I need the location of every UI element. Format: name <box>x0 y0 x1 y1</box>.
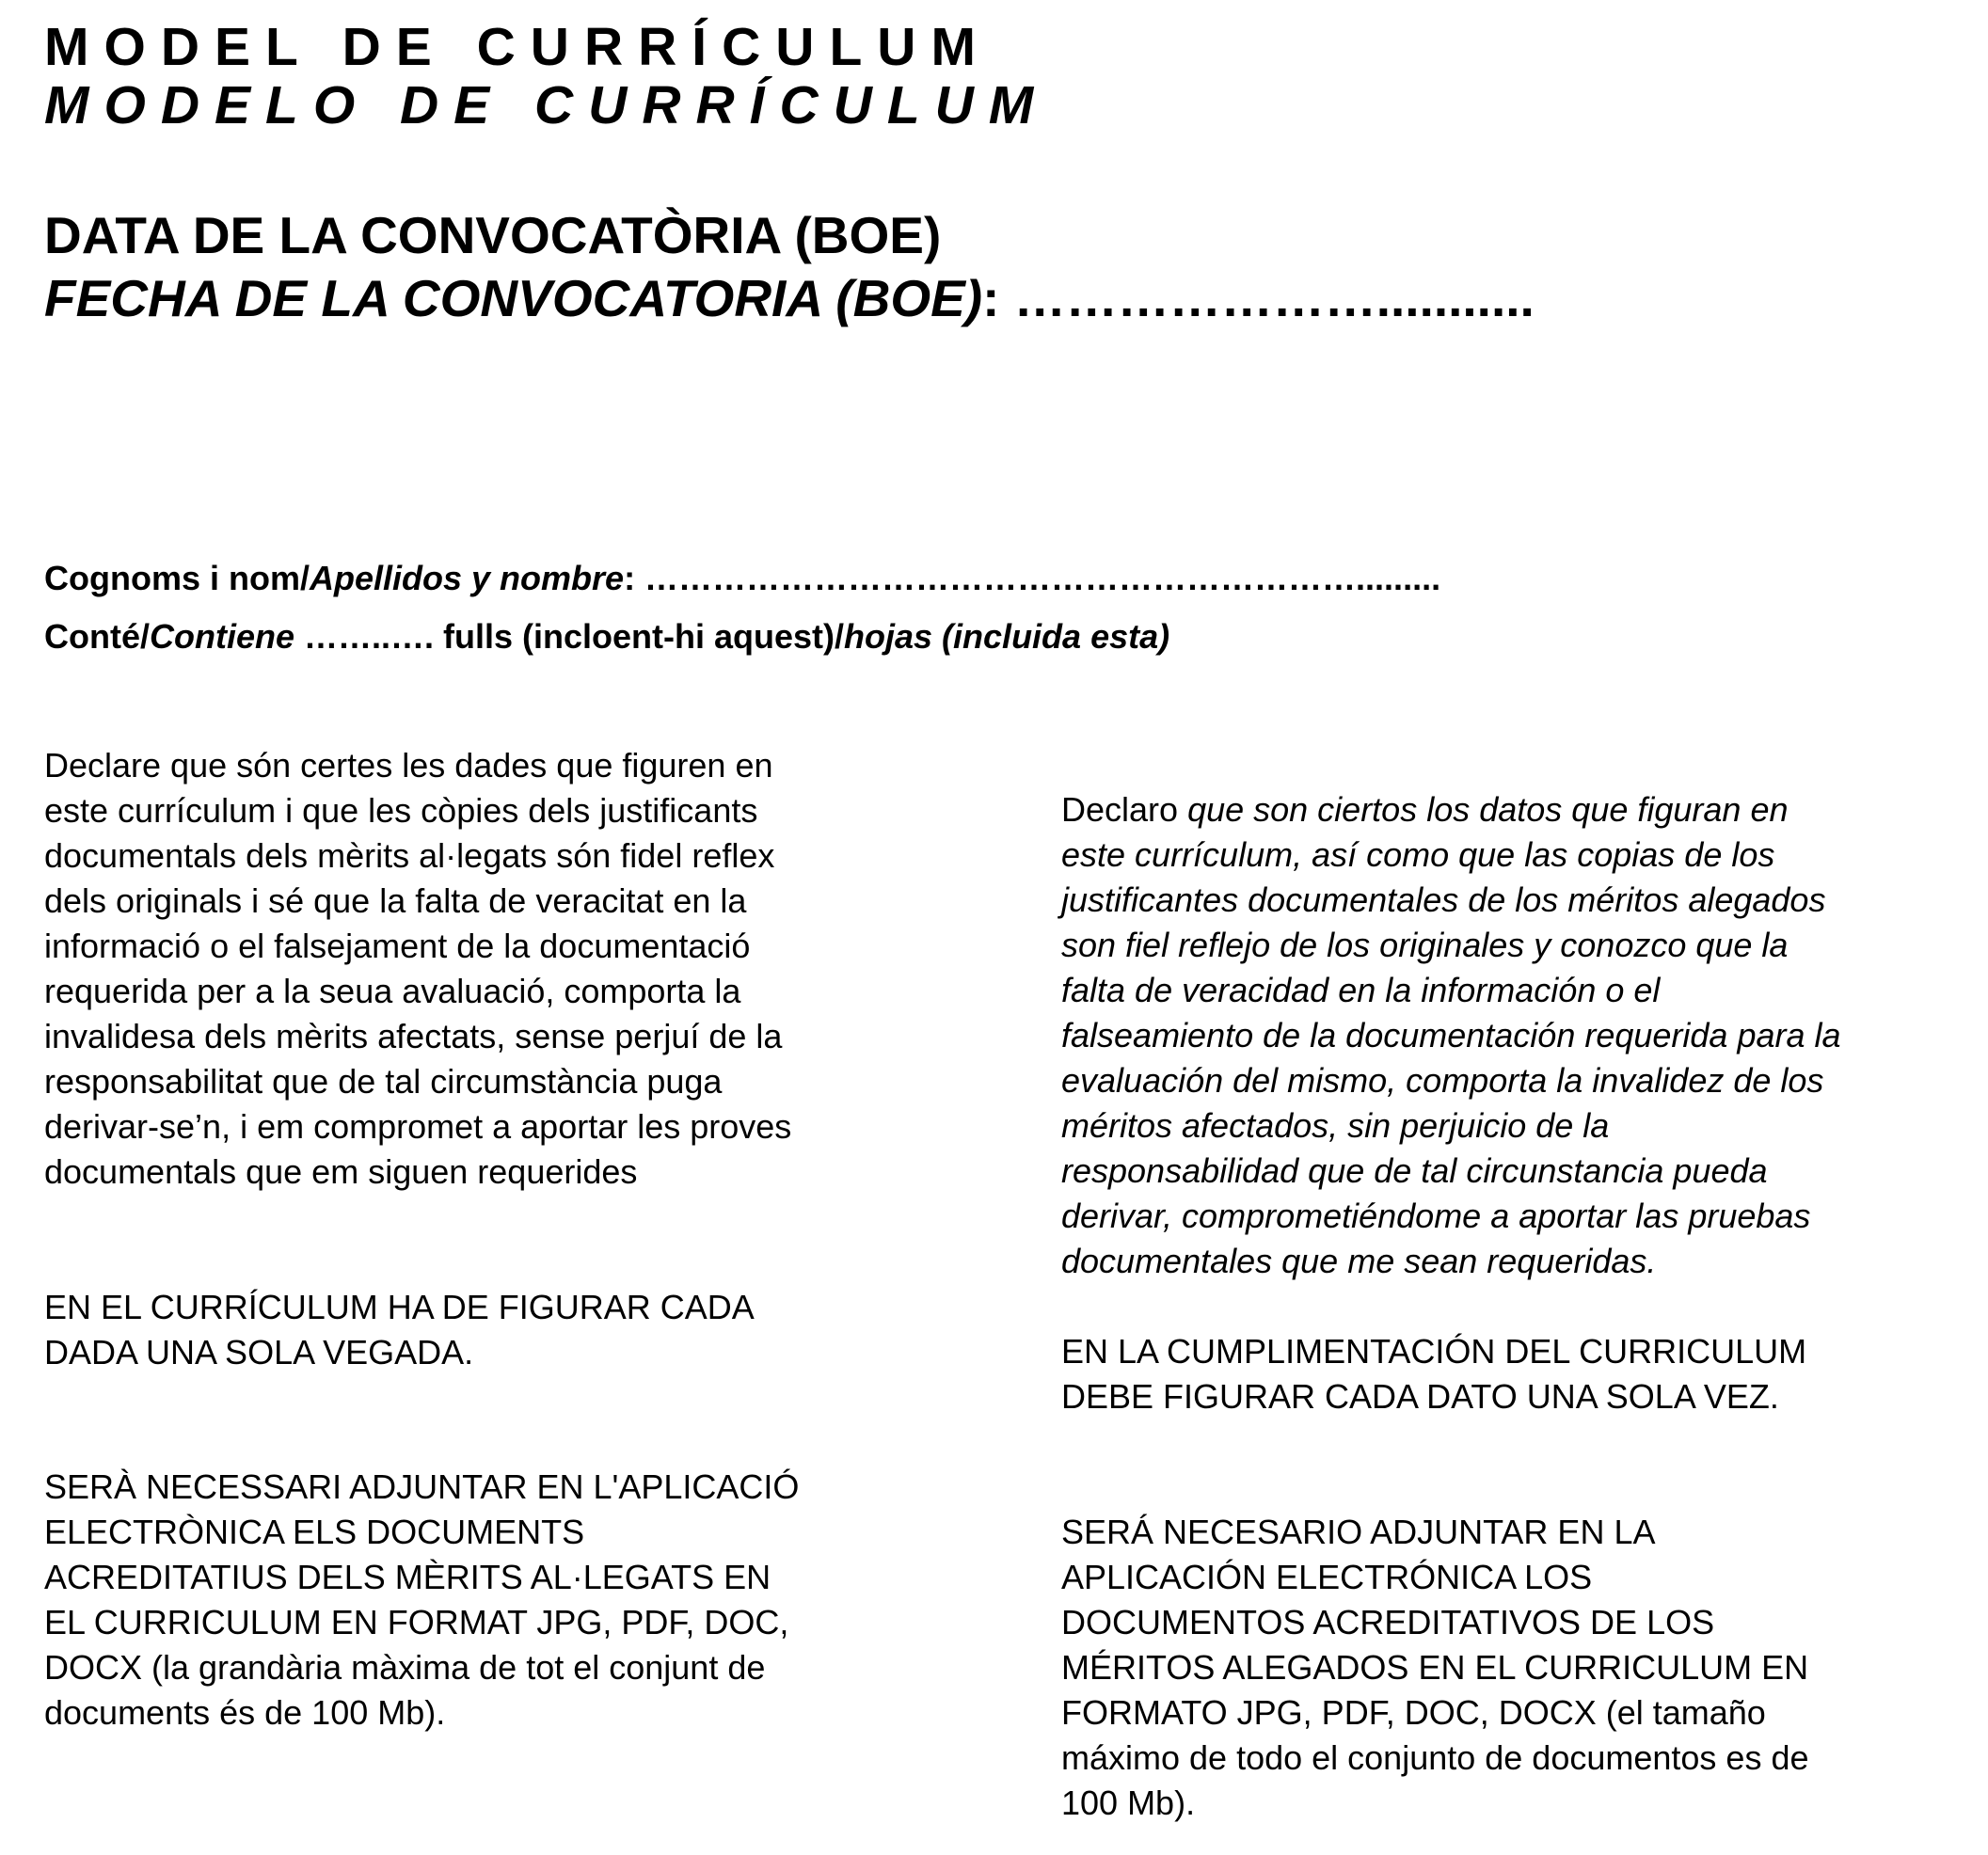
declaration-spanish-lead: Declaro <box>1061 790 1179 829</box>
name-label-catalan: Cognoms i nom/ <box>44 559 310 597</box>
declaration-spanish <box>1061 787 1964 1284</box>
boe-date-line-spanish <box>44 269 1535 327</box>
once-notice-catalan: EN EL CURRÍCULUM HA DE FIGURAR CADA DADA UNA SOLA VEGADA. <box>44 1288 755 1371</box>
title-catalan: MODEL DE CURRÍCULUM <box>44 17 991 77</box>
sheets-fill-catalan: ……..…. fulls (incloent-hi aquest)/ <box>294 617 845 656</box>
declaration-spanish-body: que son ciertos los datos que figuran en este currículum, así como que las copias de los justificantes documentales de los méritos alegados son fiel reflejo de los originales y conozco que la falta de veracidad en la información o el falseamiento de la documentación requerida para la evaluación del mismo, comporta la invalidez de los méritos afectados, sin perjuicio de la responsabilidad que de tal circunstancia pueda derivar, comprometiéndome a aportar las pruebas documentales que me sean requeridas. <box>1061 790 1841 1280</box>
name-fill-line: : ………………………………………………………......... <box>624 559 1441 597</box>
sheets-label-catalan: Conté/ <box>44 617 150 656</box>
sheets-field-line <box>44 617 1170 656</box>
boe-date-label-spanish: FECHA DE LA CONVOCATORIA (BOE) <box>44 269 983 327</box>
title-spanish: MODELO DE CURRÍCULUM <box>44 75 1049 135</box>
sheets-label-spanish: Contiene <box>150 617 295 656</box>
name-field-line <box>44 559 1441 597</box>
attach-notice-spanish: SERÁ NECESARIO ADJUNTAR EN LA APLICACIÓN ELECTRÓNICA LOS DOCUMENTOS ACREDITATIVOS DE LOS MÉRITOS ALEGADOS EN EL CURRICULUM EN FORMATO JPG, PDF, DOC, DOCX (el tamaño máximo de todo el conjunto de documentos es de 100 Mb). <box>1061 1513 1809 1822</box>
name-label-spanish: Apellidos y nombre <box>310 559 625 597</box>
boe-date-fill-line: : …………………........... <box>982 269 1535 327</box>
boe-date-label-catalan: DATA DE LA CONVOCATÒRIA (BOE) <box>44 206 942 264</box>
sheets-fill-spanish: hojas (incluida esta) <box>844 617 1170 656</box>
declaration-catalan: Declare que són certes les dades que figuren en este currículum i que les còpies dels justificants documentals dels mèrits al·legats són fidel reflex dels originals i sé que la falta de veracitat en la informació o el falsejament de la documentació requerida per a la seua avaluació, comporta la invalidesa dels mèrits afectats, sense perjuí de la responsabilitat que de tal circumstància puga derivar-se’n, i em compromet a aportar les proves documentals que em siguen requerides <box>44 746 792 1191</box>
attach-notice-catalan: SERÀ NECESSARI ADJUNTAR EN L'APLICACIÓ ELECTRÒNICA ELS DOCUMENTS ACREDITATIUS DELS MÈRITS AL·LEGATS EN EL CURRICULUM EN FORMAT JPG, PDF, DOC, DOCX (la grandària màxima de tot el conjunt de documents és de 100 Mb). <box>44 1467 800 1732</box>
once-notice-spanish: EN LA CUMPLIMENTACIÓN DEL CURRICULUM DEBE FIGURAR CADA DATO UNA SOLA VEZ. <box>1061 1332 1807 1416</box>
